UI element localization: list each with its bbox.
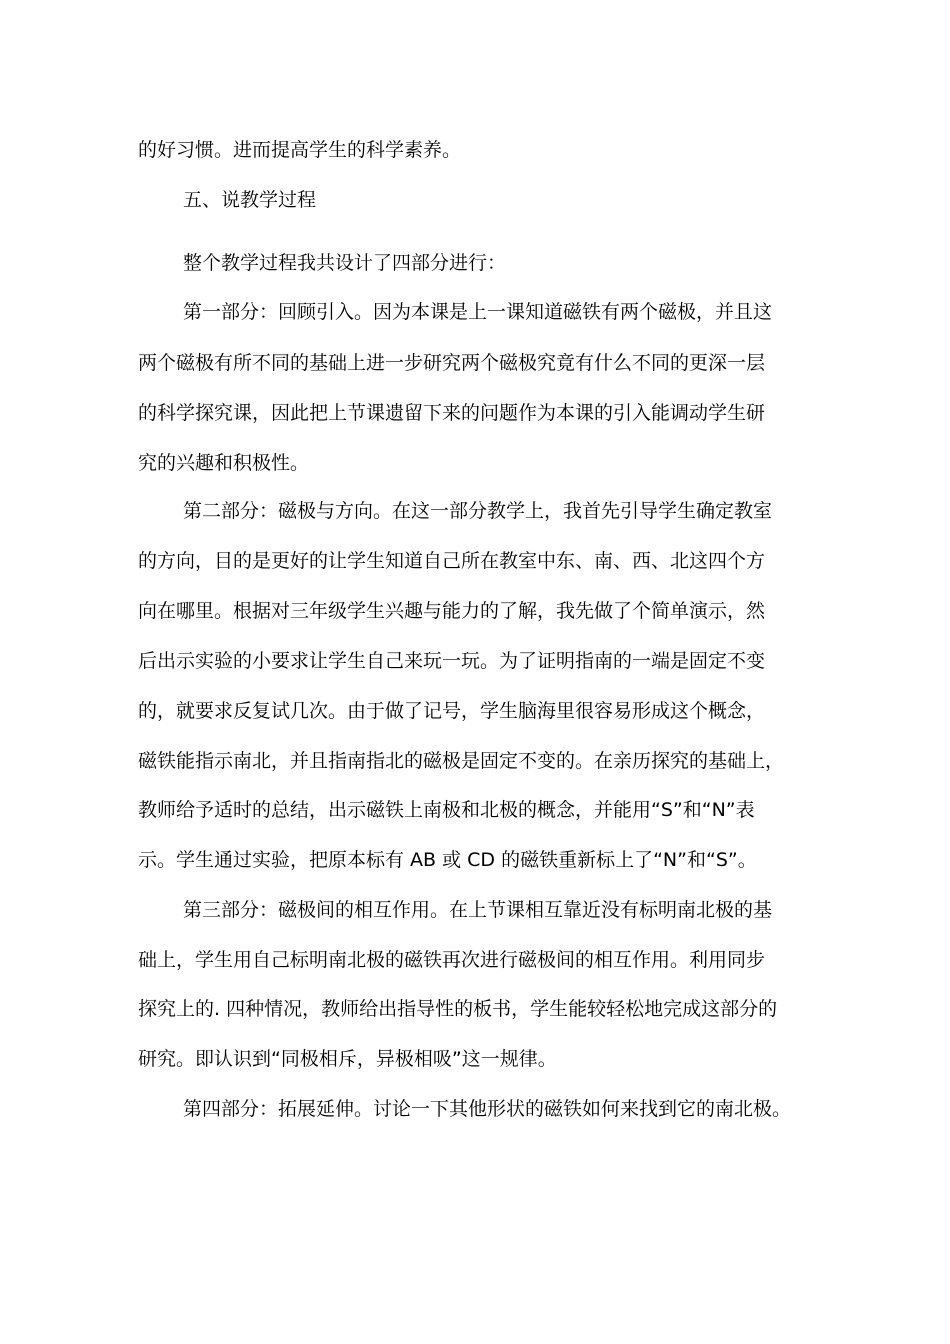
- text-line: 第一部分：回顾引入。因为本课是上一课知道磁铁有两个磁极，并且这: [183, 301, 773, 323]
- text-line: 磁铁能指示南北，并且指南指北的磁极是固定不变的。在亲历探究的基础上，: [138, 750, 785, 772]
- text-line: 向在哪里。根据对三年级学生兴趣与能力的了解，我先做了个简单演示，然: [138, 600, 766, 622]
- text-line: 示。学生通过实验，把原本标有 AB 或 CD 的磁铁重新标上了“N”和“S”。: [138, 849, 757, 871]
- section-heading: 五、说教学过程: [183, 189, 317, 211]
- text-line: 第四部分：拓展延伸。讨论一下其他形状的磁铁如何来找到它的南北极。: [183, 1098, 792, 1120]
- text-line: 的方向，目的是更好的让学生知道自己所在教室中东、南、西、北这四个方: [138, 550, 766, 572]
- text-line: 的科学探究课，因此把上节课遗留下来的问题作为本课的引入能调动学生研: [138, 402, 766, 424]
- text-line: 的好习惯。进而提高学生的科学素养。: [138, 139, 462, 161]
- text-line: 础上，学生用自己标明南北极的磁铁再次进行磁极间的相互作用。利用同步: [138, 949, 766, 971]
- text-line: 后出示实验的小要求让学生自己来玩一玩。为了证明指南的一端是固定不变: [138, 650, 766, 672]
- text-line: 第三部分：磁极间的相互作用。在上节课相互靠近没有标明南北极的基: [183, 899, 773, 921]
- text-line: 探究上的. 四种情况，教师给出指导性的板书，学生能较轻松地完成这部分的: [138, 998, 778, 1020]
- text-line: 两个磁极有所不同的基础上进一步研究两个磁极究竟有什么不同的更深一层: [138, 352, 766, 374]
- text-line: 第二部分：磁极与方向。在这一部分教学上，我首先引导学生确定教室: [183, 500, 773, 522]
- text-line: 研究。即认识到“同极相斥，异极相吸”这一规律。: [138, 1048, 557, 1070]
- text-line: 教师给予适时的总结，出示磁铁上南极和北极的概念，并能用“S”和“N”表: [138, 799, 755, 821]
- text-line: 的，就要求反复试几次。由于做了记号，学生脑海里很容易形成这个概念，: [138, 700, 766, 722]
- text-line: 整个教学过程我共设计了四部分进行：: [183, 252, 507, 274]
- text-line: 究的兴趣和积极性。: [138, 452, 310, 474]
